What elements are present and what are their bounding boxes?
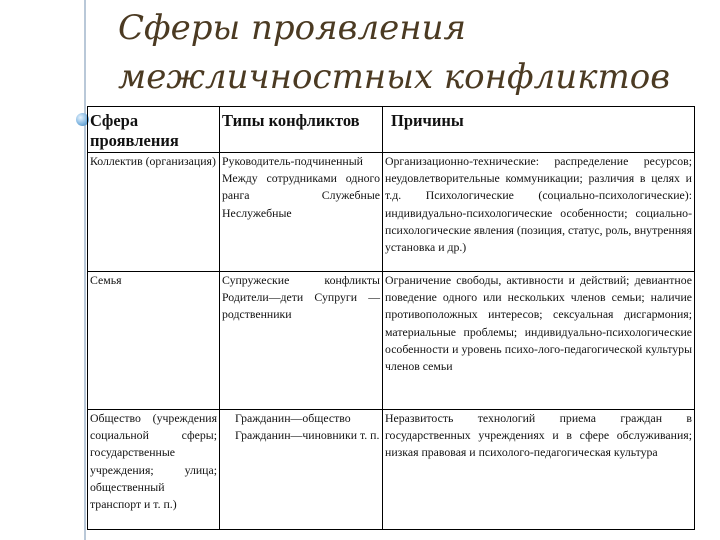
table-row-collective bbox=[88, 153, 695, 272]
slide-title-line-2: межличностных конфликтов bbox=[118, 57, 671, 97]
cell-types: Гражданин—общество Гражданин—чиновники т. п. bbox=[220, 410, 383, 530]
cell-causes: Неразвитость технологий приема граждан в государственных учреждениях и в сфере обслуживания; низкая правовая и психолого-педагогическая культура bbox=[383, 410, 695, 530]
cell-sphere: Коллектив (организация) bbox=[88, 153, 220, 272]
cell-causes: Организационно-технические: распределение ресурсов; неудовлетворительные коммуникации; различия в целях и т.д. Психологические (социально-психологические): индивидуально-психологические особенности; социально-психологические явления (позиция, статус, роль, внутренняя установка и др.) bbox=[383, 153, 695, 272]
table-row-society bbox=[88, 410, 695, 530]
header-sphere: Сфера проявления bbox=[88, 107, 220, 153]
cell-sphere: Семья bbox=[88, 272, 220, 410]
header-causes: Причины bbox=[383, 107, 695, 153]
conflicts-table bbox=[87, 106, 695, 530]
slide-title-line-1: Сферы проявления bbox=[118, 8, 467, 48]
slide-left-rule bbox=[84, 0, 86, 540]
cell-types: Руководитель-подчиненный Между сотрудниками одного ранга Служебные Неслужебные bbox=[220, 153, 383, 272]
table-header-row bbox=[88, 107, 695, 153]
cell-types: Супружеские конфликты Родители—дети Супруги —родственники bbox=[220, 272, 383, 410]
table-row-family bbox=[88, 272, 695, 410]
cell-sphere: Общество (учреждения социальной сферы; государственные учреждения; улица; общественный транспорт и т. п.) bbox=[88, 410, 220, 530]
header-types: Типы конфликтов bbox=[220, 107, 383, 153]
slide-title bbox=[118, 4, 708, 102]
cell-causes: Ограничение свободы, активности и действий; девиантное поведение одного или нескольких членов семьи; наличие противоположных интересов; сексуальная дисгармония; материальные проблемы; индивидуально-психологические особенности и уровень психо-лого-педагогической культуры членов семьи bbox=[383, 272, 695, 410]
